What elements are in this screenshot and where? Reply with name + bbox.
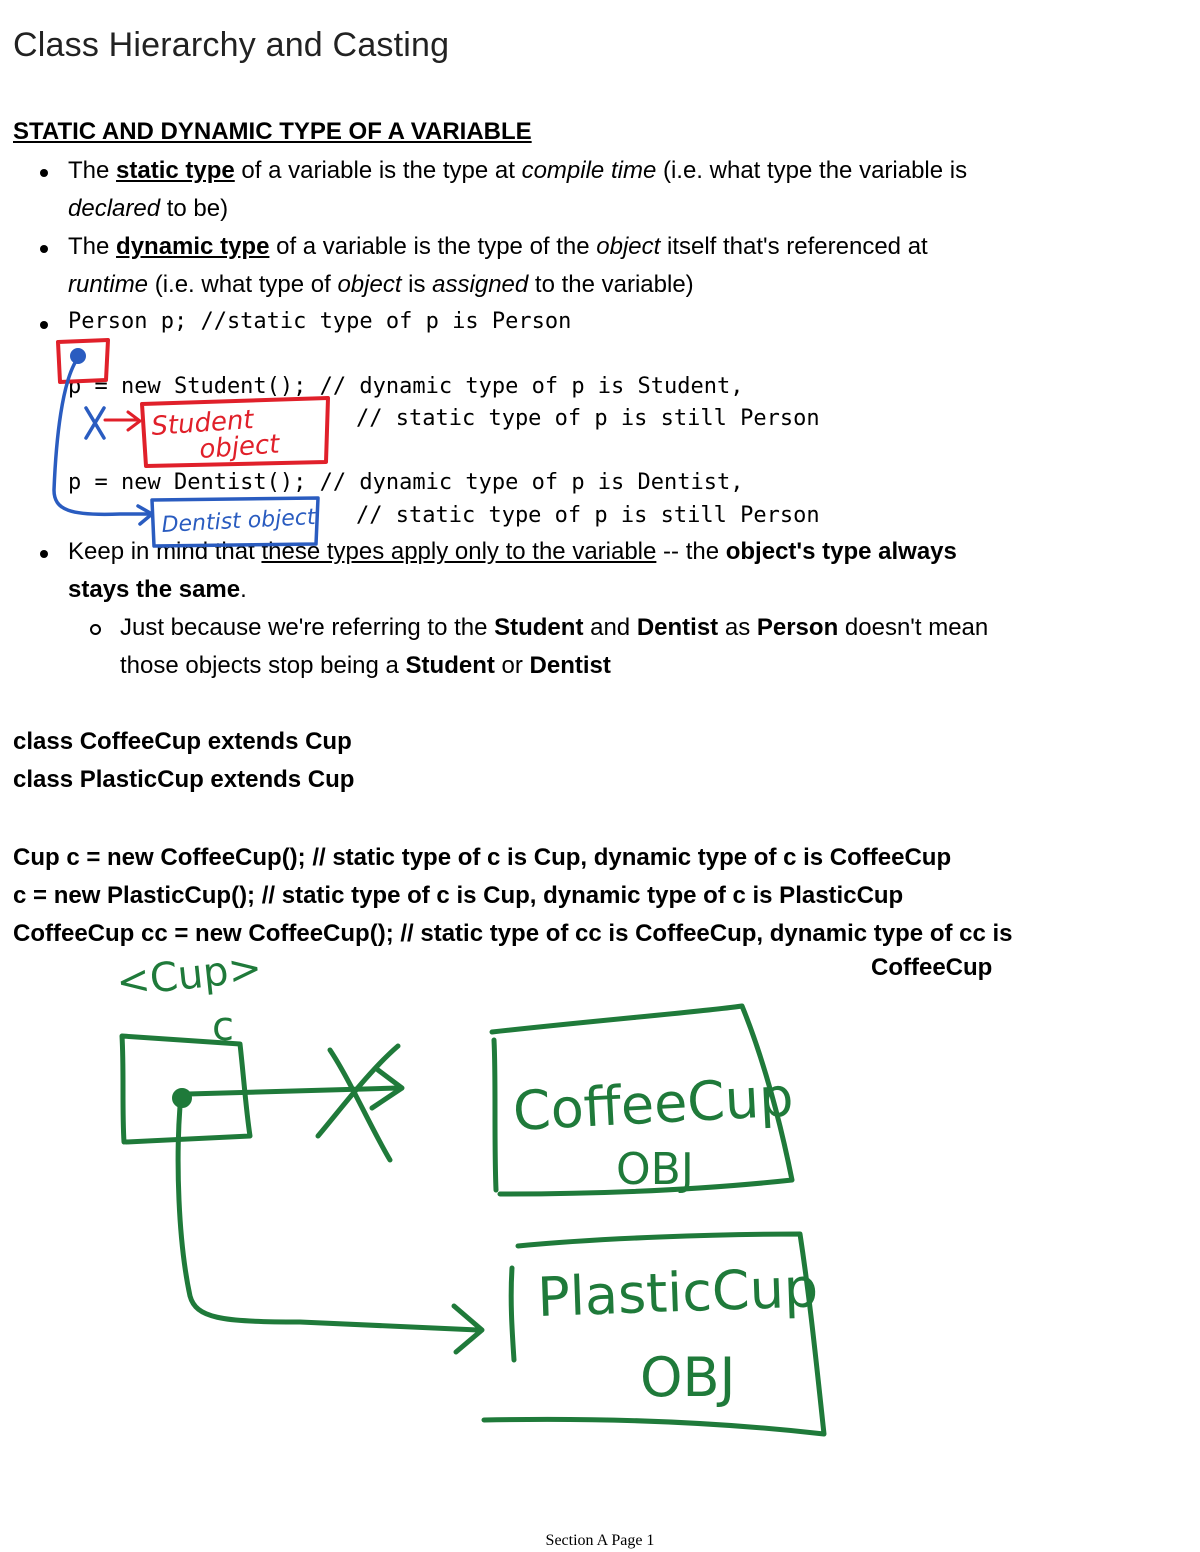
- class-plasticcup: class PlasticCup extends Cup: [13, 766, 355, 793]
- red-label-student: Student: [150, 404, 255, 442]
- example-line-2: c = new PlasticCup(); // static type of c is Cup, dynamic type of c is PlasticCup: [13, 882, 904, 909]
- bullet-keep-in-mind: Keep in mind that these types apply only to the variable -- the object's type always: [68, 538, 957, 565]
- bullet-static-type-cont: declared to be): [68, 195, 229, 222]
- code-line-1: Person p; //static type of p is Person: [68, 309, 572, 334]
- blue-label-dentist-object: Dentist object: [161, 504, 317, 538]
- bullet-keep-in-mind-cont: stays the same.: [68, 576, 247, 603]
- bullet-dynamic-type-cont: runtime (i.e. what type of object is assigned to the variable): [68, 271, 694, 298]
- bullet-dynamic-type: The dynamic type of a variable is the type of the object itself that's referenced at: [68, 233, 928, 260]
- code-line-2: p = new Student(); // dynamic type of p is Student,: [68, 374, 744, 399]
- bullet-static-type: The static type of a variable is the type at compile time (i.e. what type the variable is: [68, 157, 968, 184]
- red-ink: [58, 340, 328, 466]
- cup-label: <Cup>: [114, 944, 264, 1006]
- example-line-3: CoffeeCup cc = new CoffeeCup(); // static type of cc is CoffeeCup, dynamic type of cc is: [13, 920, 1013, 947]
- page-title: Class Hierarchy and Casting: [13, 26, 450, 64]
- static-type-term: static type: [116, 157, 235, 184]
- code-line-4: p = new Dentist(); // dynamic type of p is Dentist,: [68, 470, 744, 495]
- coffeecup-label: CoffeeCup: [511, 1065, 795, 1143]
- page-footer: Section A Page 1: [545, 1532, 655, 1549]
- sub-bullet-referring-cont: those objects stop being a Student or Dentist: [120, 652, 611, 679]
- plasticcup-obj-label: OBJ: [640, 1346, 736, 1409]
- code-line-3: // static type of p is still Person: [356, 406, 820, 431]
- c-label: c: [212, 1004, 234, 1050]
- sub-bullet-referring: Just because we're referring to the Student and Dentist as Person doesn't mean: [120, 614, 989, 641]
- section-heading: STATIC AND DYNAMIC TYPE OF A VARIABLE: [13, 118, 532, 145]
- class-coffeecup: class CoffeeCup extends Cup: [13, 728, 352, 755]
- dynamic-type-term: dynamic type: [116, 233, 270, 260]
- plasticcup-label: PlasticCup: [536, 1256, 820, 1329]
- example-line-3-cont: CoffeeCup: [871, 954, 993, 981]
- green-ink: [114, 945, 824, 1434]
- example-line-1: Cup c = new CoffeeCup(); // static type of c is Cup, dynamic type of c is CoffeeCup: [13, 844, 952, 871]
- coffeecup-obj-label: OBJ: [616, 1144, 694, 1195]
- code-line-5: // static type of p is still Person: [356, 503, 820, 528]
- red-label-object: object: [198, 429, 281, 465]
